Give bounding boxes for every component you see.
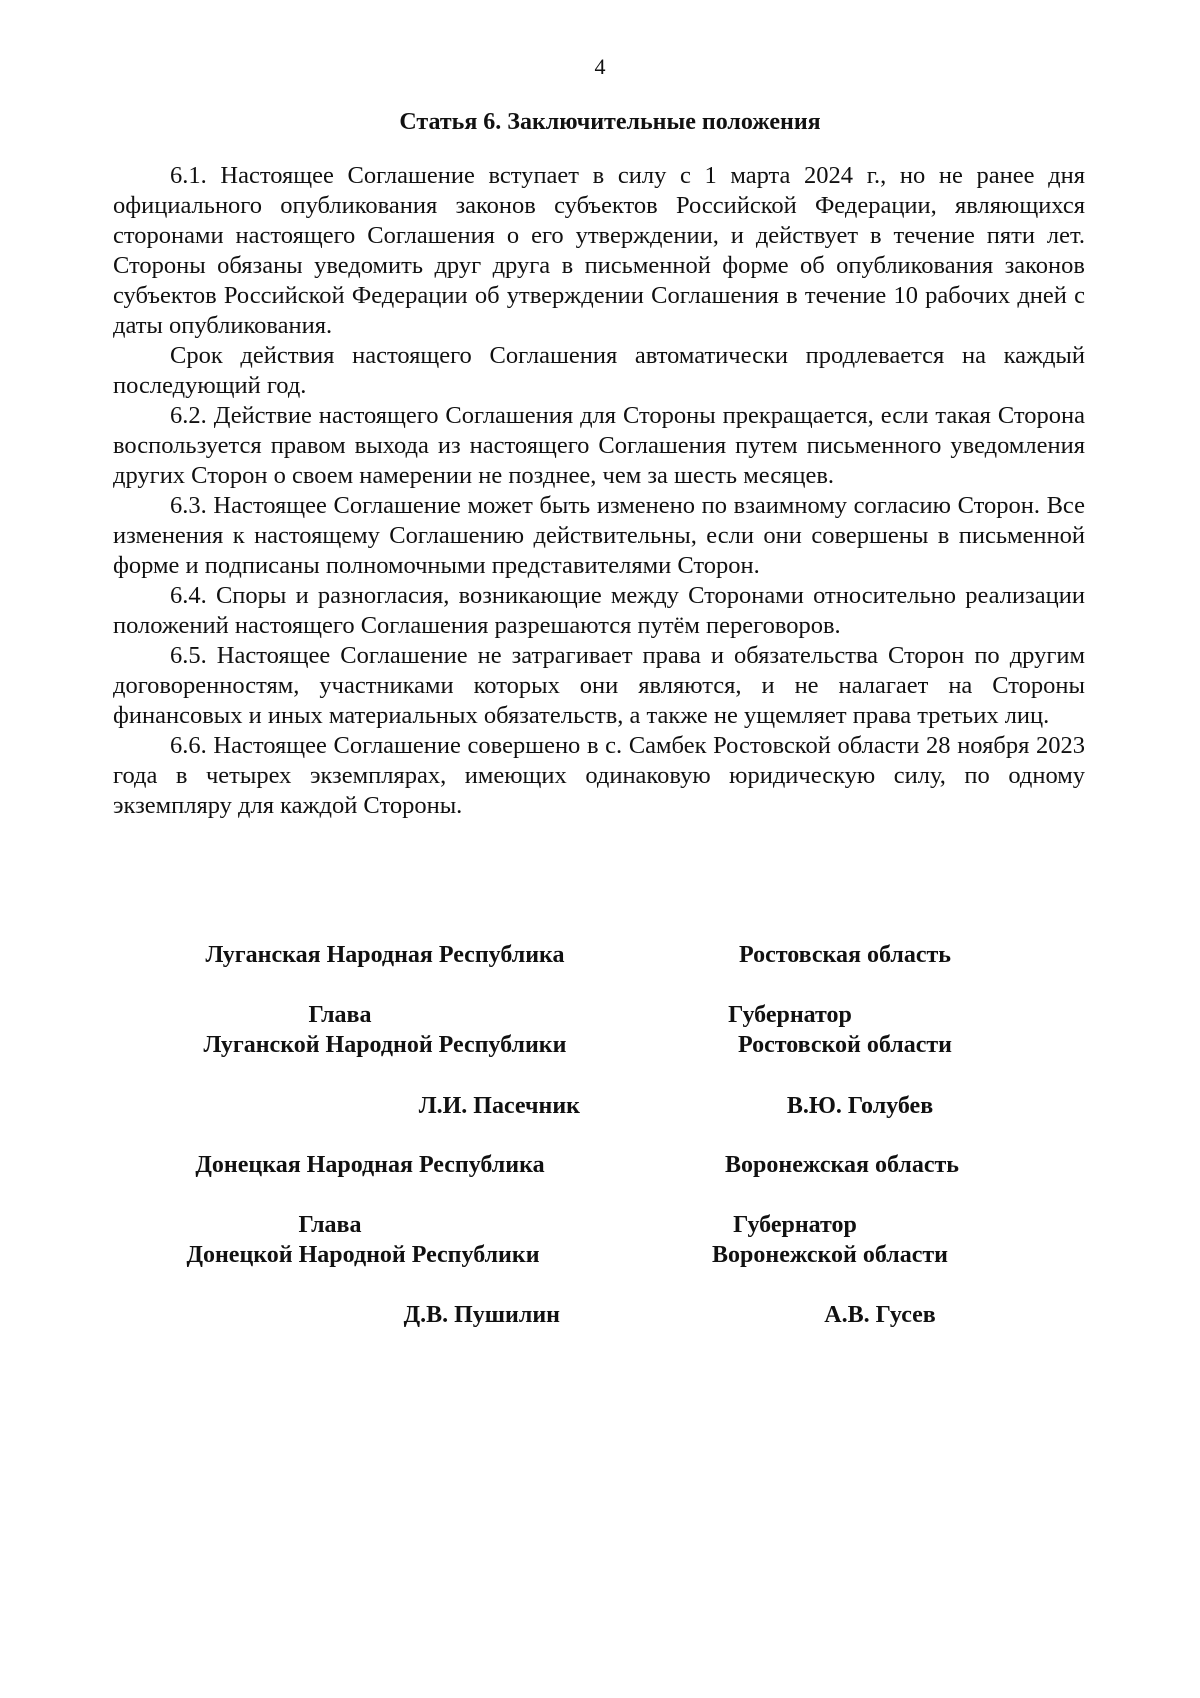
signatory-rostov-name: В.Ю. Голубев — [786, 1093, 934, 1119]
paragraph-6-2: 6.2. Действие настоящего Соглашения для Стороны прекращается, если такая Сторона воспользуется правом выхода из настоящего Соглашения путем письменного уведомления других Сторон о своем намерении не позднее, чем за шесть месяцев. — [113, 402, 1085, 489]
signatory-dnr-position-of: Донецкой Народной Республики — [186, 1242, 540, 1268]
signatory-dnr-position: Глава — [298, 1212, 362, 1238]
paragraph-6-4: 6.4. Споры и разногласия, возникающие между Сторонами относительно реализации положений настоящего Соглашения разрешаются путём переговоров. — [113, 582, 1085, 639]
signatory-lnr-position-of: Луганской Народной Республики — [203, 1032, 567, 1058]
paragraph-6-1: 6.1. Настоящее Соглашение вступает в силу с 1 марта 2024 г., но не ранее дня официального опубликования законов субъектов Российской Федерации, являющихся сторонами настоящего Соглашения о его утверждении, и действует в течение пяти лет. Стороны обязаны уведомить друг друга в письменной форме об опубликования законов субъектов Российской Федерации об утверждении Соглашения в течение 10 рабочих дней с даты опубликования. — [113, 162, 1085, 339]
signatory-voronezh-name: А.В. Гусев — [824, 1302, 936, 1328]
article-title: Статья 6. Заключительные положения — [399, 109, 821, 135]
signatory-rostov-position-of: Ростовской области — [738, 1032, 952, 1058]
signatory-dnr-party: Донецкая Народная Республика — [195, 1152, 545, 1178]
signatory-lnr-position: Глава — [308, 1002, 372, 1028]
signatory-lnr-party: Луганская Народная Республика — [205, 942, 565, 968]
signatory-voronezh-position: Губернатор — [733, 1212, 857, 1238]
page-number: 4 — [594, 54, 606, 79]
article-body — [113, 161, 1085, 821]
signatory-lnr-name: Л.И. Пасечник — [418, 1093, 580, 1119]
signatory-voronezh-position-of: Воронежской области — [712, 1242, 948, 1268]
paragraph-term-extension: Срок действия настоящего Соглашения автоматически продлевается на каждый последующий год. — [113, 342, 1085, 399]
signatory-rostov-position: Губернатор — [728, 1002, 852, 1028]
signatory-voronezh-party: Воронежская область — [725, 1152, 959, 1178]
paragraph-6-3: 6.3. Настоящее Соглашение может быть изменено по взаимному согласию Сторон. Все изменения к настоящему Соглашению действительны, если они совершены в письменной форме и подписаны полномочными представителями Сторон. — [113, 492, 1085, 579]
signatory-dnr-name: Д.В. Пушилин — [403, 1302, 560, 1328]
paragraph-6-5: 6.5. Настоящее Соглашение не затрагивает права и обязательства Сторон по другим договоренностям, участниками которых они являются, и не налагает на Стороны финансовых и иных материальных обязательств, а также не ущемляет права третьих лиц. — [113, 642, 1085, 729]
paragraph-6-6: 6.6. Настоящее Соглашение совершено в с. Самбек Ростовской области 28 ноября 2023 года в четырех экземплярах, имеющих одинаковую юридическую силу, по одному экземпляру для каждой Стороны. — [113, 732, 1085, 819]
signatory-rostov-party: Ростовская область — [739, 942, 951, 968]
